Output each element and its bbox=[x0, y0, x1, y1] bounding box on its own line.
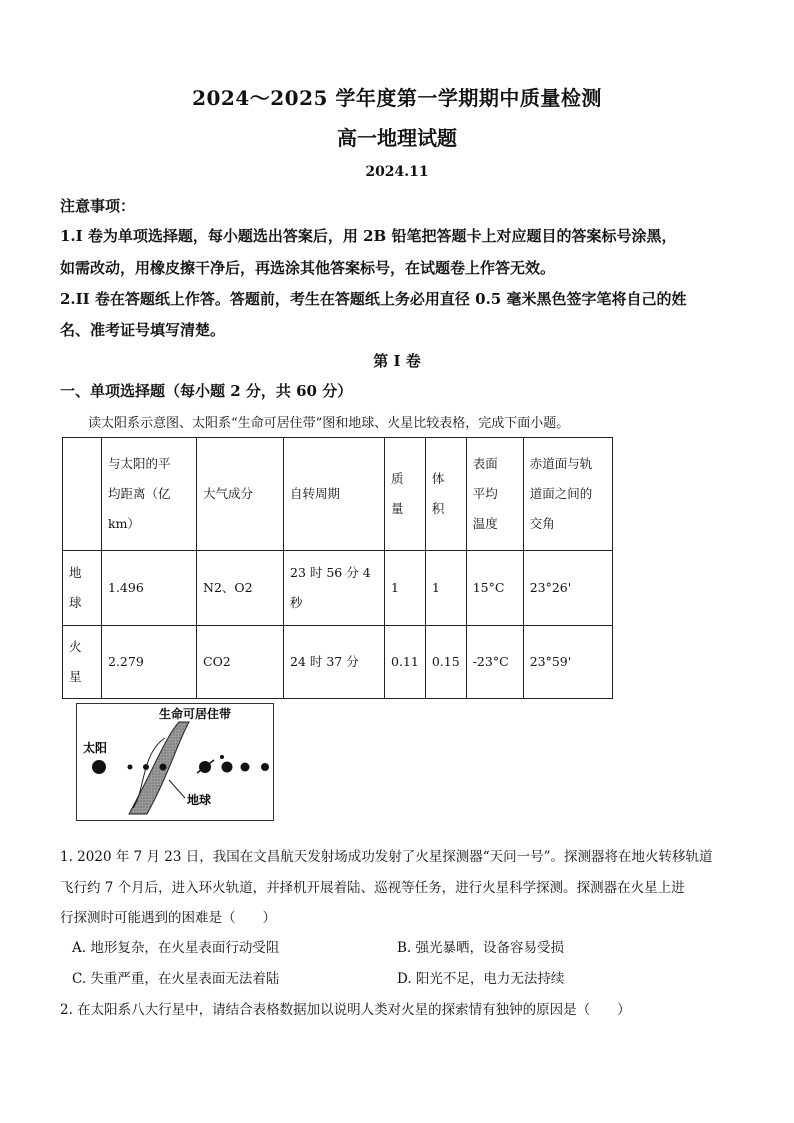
section-heading: 一、单项选择题（每小题 2 分，共 60 分） bbox=[60, 382, 353, 400]
exam-title: 2024～2025 学年度第一学期期中质量检测 bbox=[192, 86, 602, 110]
table-cell: 0.11 bbox=[385, 626, 426, 699]
venus-marker bbox=[143, 764, 149, 770]
habitable-zone-band bbox=[129, 722, 189, 814]
question-intro: 读太阳系示意图、太阳系“生命可居住带”图和地球、火星比较表格，完成下面小题。 bbox=[88, 416, 570, 431]
exam-date: 2024.11 bbox=[365, 164, 429, 180]
table-cell: 0.15 bbox=[425, 626, 466, 699]
earth-mars-comparison-table bbox=[62, 437, 613, 699]
table-header-cell bbox=[63, 438, 102, 551]
table-cell-planet: 火 星 bbox=[63, 626, 102, 699]
earth-marker bbox=[160, 764, 167, 771]
question-1-line-2: 飞行约 7 个月后，进入环火轨道，并择机开展着陆、巡视等任务，进行火星科学探测。探测器在火星上进 bbox=[60, 880, 685, 896]
table-cell: -23°C bbox=[466, 626, 523, 699]
habitable-zone-diagram bbox=[76, 703, 274, 821]
volume-heading: 第 I 卷 bbox=[373, 352, 421, 370]
option-b: B. 强光暴晒，设备容易受损 bbox=[397, 940, 565, 956]
mars-marker bbox=[220, 755, 224, 759]
notice-item-2-line-1: 2.II 卷在答题纸上作答。答题前，考生在答题纸上务必用直径 0.5 毫米黑色签字笔将自己的姓 bbox=[60, 290, 687, 308]
table-row bbox=[63, 551, 613, 626]
earth-label: 地球 bbox=[187, 793, 212, 807]
sun-label: 太阳 bbox=[83, 741, 108, 755]
table-cell-planet: 地 球 bbox=[63, 551, 102, 626]
notice-heading: 注意事项： bbox=[60, 197, 136, 215]
table-cell: 23°59' bbox=[523, 626, 612, 699]
uranus-marker bbox=[241, 763, 250, 772]
table-row bbox=[63, 626, 613, 699]
exam-subtitle: 高一地理试题 bbox=[337, 126, 457, 150]
table-cell: 2.279 bbox=[102, 626, 197, 699]
table-header-cell: 赤道面与轨 道面之间的 交角 bbox=[523, 438, 612, 551]
notice-item-2-line-2: 名、准考证号填写清楚。 bbox=[60, 321, 226, 339]
table-cell: 1 bbox=[425, 551, 466, 626]
option-d: D. 阳光不足，电力无法持续 bbox=[397, 971, 565, 987]
question-1-line-3: 行探测时可能遇到的困难是（ ） bbox=[60, 910, 276, 926]
table-header-cell: 与太阳的平 均距离（亿 km） bbox=[102, 438, 197, 551]
table-cell: CO2 bbox=[197, 626, 284, 699]
habitable-zone-label: 生命可居住带 bbox=[159, 707, 232, 721]
table-header-cell: 自转周期 bbox=[284, 438, 385, 551]
table-cell: 1.496 bbox=[102, 551, 197, 626]
neptune-marker bbox=[261, 763, 269, 771]
habitable-zone-svg bbox=[77, 704, 273, 820]
notice-item-1-line-1: 1.I 卷为单项选择题，每小题选出答案后，用 2B 铅笔把答题卡上对应题目的答案标号涂黑， bbox=[60, 227, 677, 245]
saturn-marker bbox=[222, 762, 233, 773]
notice-item-1-line-2: 如需改动，用橡皮擦干净后，再选涂其他答案标号，在试题卷上作答无效。 bbox=[60, 259, 556, 277]
table-cell: 15°C bbox=[466, 551, 523, 626]
table-cell: 1 bbox=[385, 551, 426, 626]
sun-marker bbox=[92, 760, 106, 774]
mercury-marker bbox=[128, 765, 133, 770]
table-cell: N2、O2 bbox=[197, 551, 284, 626]
table-cell: 23°26' bbox=[523, 551, 612, 626]
question-2: 2. 在太阳系八大行星中，请结合表格数据加以说明人类对火星的探索情有独钟的原因是（ ） bbox=[60, 1002, 631, 1018]
table-header-row bbox=[63, 438, 613, 551]
table-cell: 23 时 56 分 4 秒 bbox=[284, 551, 385, 626]
earth-pointer-line bbox=[169, 780, 185, 798]
table-header-cell: 质 量 bbox=[385, 438, 426, 551]
table-header-cell: 大气成分 bbox=[197, 438, 284, 551]
table-cell: 24 时 37 分 bbox=[284, 626, 385, 699]
question-1-line-1: 1. 2020 年 7 月 23 日，我国在文昌航天发射场成功发射了火星探测器“天问一号”。探测器将在地火转移轨道 bbox=[60, 849, 713, 865]
option-a: A. 地形复杂，在火星表面行动受阻 bbox=[72, 940, 280, 956]
table-header-cell: 表面 平均 温度 bbox=[466, 438, 523, 551]
table-header-cell: 体 积 bbox=[425, 438, 466, 551]
option-c: C. 失重严重，在火星表面无法着陆 bbox=[72, 971, 280, 987]
